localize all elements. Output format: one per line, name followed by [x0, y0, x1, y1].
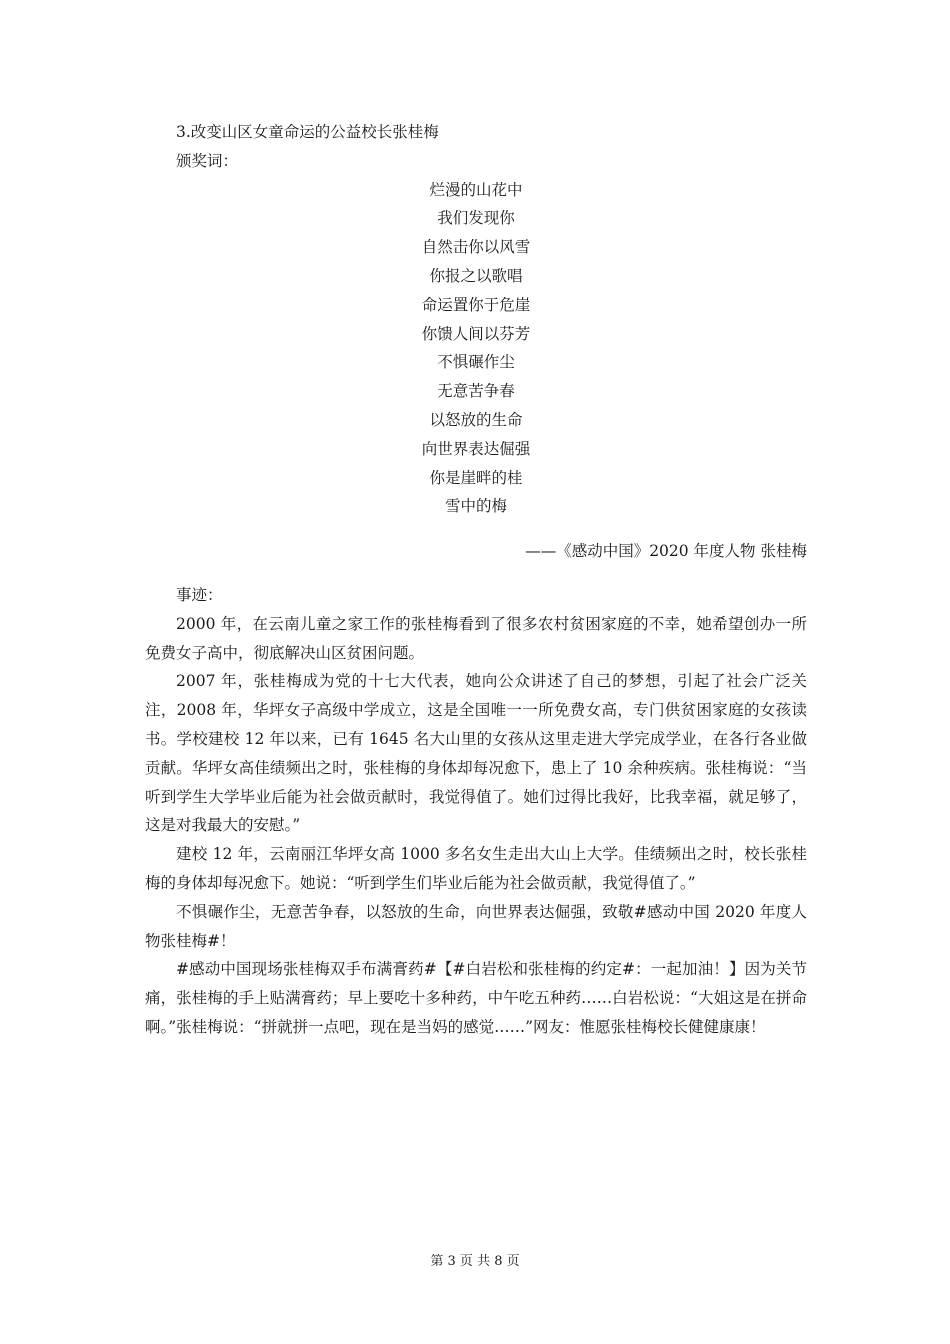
poem-line: 以怒放的生命: [429, 410, 523, 429]
page-content: [145, 118, 807, 1042]
page-footer: 第 3 页 共 8 页: [430, 1254, 520, 1269]
poem-line: 你报之以歌唱: [429, 266, 523, 285]
award-poem: [145, 176, 807, 522]
poem-line: 你是崖畔的桂: [429, 468, 523, 487]
poem-line: 无意苦争春: [437, 382, 515, 401]
deeds-paragraph: 不惧碾作尘，无意苦争春，以怒放的生命，向世界表达倔强，致敬#感动中国 2020 年度人物张桂梅#！: [145, 902, 807, 950]
award-label: 颁奖词：: [176, 151, 239, 170]
poem-line: 雪中的梅: [444, 497, 507, 516]
deeds-paragraph: #感动中国现场张桂梅双手布满膏药#【#白岩松和张桂梅的约定#：一起加油！】因为关节痛，张桂梅的手上贴满膏药；早上要吃十多种药，中午吃五种药……白岩松说：“大姐这是在拼命啊。”张桂梅说：“拼就拼一点吧，现在是当妈的感觉……”网友：惟愿张桂梅校长健健康康！: [145, 960, 807, 1036]
poem-line: 自然击你以风雪: [421, 238, 531, 257]
poem-line: 我们发现你: [437, 209, 515, 228]
poem-line: 向世界表达倔强: [421, 439, 531, 458]
poem-line: 烂漫的山花中: [429, 180, 523, 199]
poem-line: 命运置你于危崖: [421, 295, 531, 314]
section-heading: 3.改变山区女童命运的公益校长张桂梅: [176, 123, 439, 141]
poem-line: 不惧碾作尘: [437, 353, 515, 372]
poem-line: 你馈人间以芬芳: [421, 324, 531, 343]
deeds-label: 事迹：: [176, 585, 223, 604]
deeds-paragraph: 2007 年，张桂梅成为党的十七大代表，她向公众讲述了自己的梦想，引起了社会广泛关注，2008 年，华坪女子高级中学成立，这是全国唯一一所免费女高，专门供贫困家庭的女孩读书。学校建校 12 年以来，已有 1645 名大山里的女孩从这里走进大学完成学业，在各行各业做贡献。华坪女高佳绩频出之时，张桂梅的身体却每况愈下，患上了 10 余种疾病。张桂梅说：“当听到学生大学毕业后能为社会做贡献时，我觉得值了。她们过得比我好，比我幸福，就足够了，这是对我最大的安慰。”: [145, 672, 807, 835]
poem-signature: ——《感动中国》2020 年度人物 张桂梅: [525, 541, 807, 560]
deeds-paragraph: 建校 12 年，云南丽江华坪女高 1000 多名女生走出大山上大学。佳绩频出之时，校长张桂梅的身体却每况愈下。她说：“听到学生们毕业后能为社会做贡献，我觉得值了。”: [145, 845, 807, 892]
deeds-paragraph: 2000 年，在云南儿童之家工作的张桂梅看到了很多农村贫困家庭的不幸，她希望创办一所免费女子高中，彻底解决山区贫困问题。: [145, 614, 807, 662]
